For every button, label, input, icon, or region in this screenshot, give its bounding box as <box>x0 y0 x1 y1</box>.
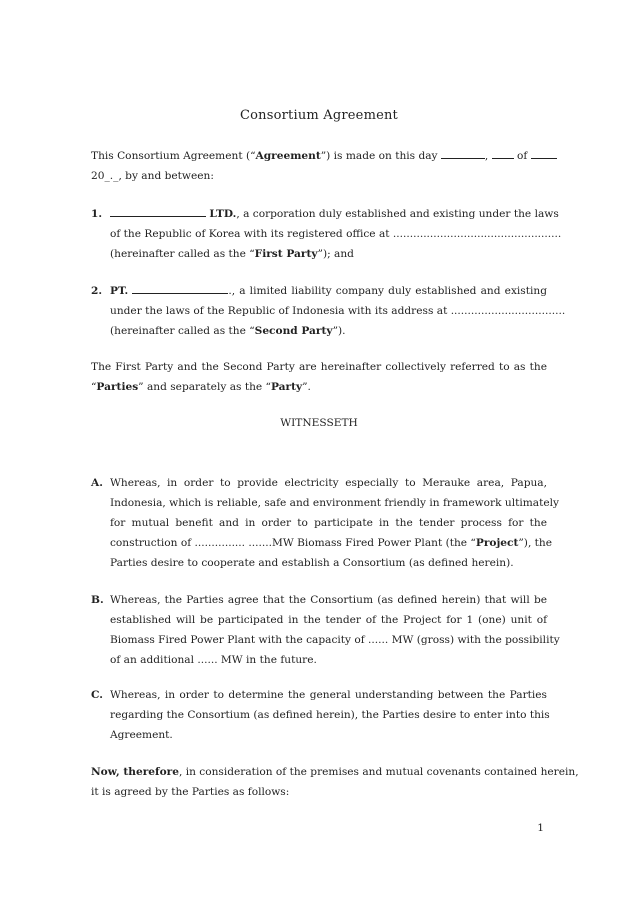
defined-term-project: Project <box>475 537 519 549</box>
recital-a-line-2: Indonesia, which is reliable, safe and environment friendly in framework ultimately <box>110 497 560 509</box>
recital-b-line-2: established will be participated in the tender of the Project for 1 (one) unit of <box>110 614 547 626</box>
recital-b-line-4: of an additional ...... MW in the future. <box>110 654 317 666</box>
recital-a <box>91 473 560 573</box>
witnesseth-heading: WITNESSETH <box>280 417 358 429</box>
day-blank <box>441 148 485 159</box>
recital-c <box>91 685 550 745</box>
page-number: 1 <box>537 822 544 834</box>
party-1-line-2: of the Republic of Korea with its registered office at .................................................. <box>110 228 562 240</box>
parties-paragraph <box>91 357 547 397</box>
defined-term-party: Party <box>270 381 303 393</box>
now-therefore: Now, therefore <box>91 766 179 778</box>
defined-term-first-party: First Party <box>254 248 318 260</box>
recital-b-line-3: Biomass Fired Power Plant with the capacity of ...... MW (gross) with the possibility <box>110 634 560 646</box>
recital-a-line-1: Whereas, in order to provide electricity especially to Merauke area, Papua, <box>110 477 547 489</box>
recital-b <box>91 590 560 670</box>
defined-term-second-party: Second Party <box>254 325 333 337</box>
party-1-line-1: LTD., a corporation duly established and existing under the laws <box>110 204 547 224</box>
month-blank <box>492 148 514 159</box>
party-1-name-blank <box>110 206 206 217</box>
party-1-line-3: (hereinafter called as the “First Party”); and <box>110 248 354 260</box>
recital-c-line-1: Whereas, in order to determine the general understanding between the Parties <box>110 689 547 701</box>
recital-c-line-2: regarding the Consortium (as defined herein), the Parties desire to enter into this <box>110 709 550 721</box>
party-2-line-2: under the laws of the Republic of Indonesia with its address at .................................. <box>110 305 566 317</box>
party-2-item <box>91 281 566 341</box>
intro-line-2: 20_._, by and between: <box>91 170 214 182</box>
parties-line-2: “Parties” and separately as the “Party”. <box>91 381 311 393</box>
list-marker: C. <box>91 689 103 701</box>
year-blank <box>531 148 557 159</box>
party-2-line-3: (hereinafter called as the “Second Party”). <box>110 325 346 337</box>
intro-line-1: This Consortium Agreement (“Agreement”) is made on this day , of <box>91 146 547 166</box>
party-1-item <box>91 204 562 264</box>
list-marker: 1. <box>91 208 103 220</box>
recital-a-line-4: construction of ............... .......MW Biomass Fired Power Plant (the “Project”), the <box>110 537 553 549</box>
recital-b-line-1: Whereas, the Parties agree that the Consortium (as defined herein) that will be <box>110 594 547 606</box>
party-2-line-1: PT. ., a limited liability company duly established and existing <box>110 285 547 297</box>
defined-term-agreement: Agreement <box>255 150 321 162</box>
parties-line-1: The First Party and the Second Party are hereinafter collectively referred to as the <box>91 361 547 373</box>
party-2-name-blank <box>132 283 228 294</box>
recital-a-line-3: for mutual benefit and in order to participate in the tender process for the <box>110 517 547 529</box>
recital-c-line-3: Agreement. <box>110 729 173 741</box>
closing-paragraph <box>91 762 579 802</box>
closing-line-1: Now, therefore, in consideration of the premises and mutual covenants contained herein, <box>91 766 579 778</box>
recital-a-line-5: Parties desire to cooperate and establish a Consortium (as defined herein). <box>110 557 514 569</box>
defined-term-parties: Parties <box>96 381 139 393</box>
list-marker: 2. <box>91 285 103 297</box>
document-title: Consortium Agreement <box>239 108 398 123</box>
intro-paragraph <box>91 146 547 186</box>
list-marker: A. <box>91 477 103 489</box>
closing-line-2: it is agreed by the Parties as follows: <box>91 786 290 798</box>
list-marker: B. <box>91 594 104 606</box>
